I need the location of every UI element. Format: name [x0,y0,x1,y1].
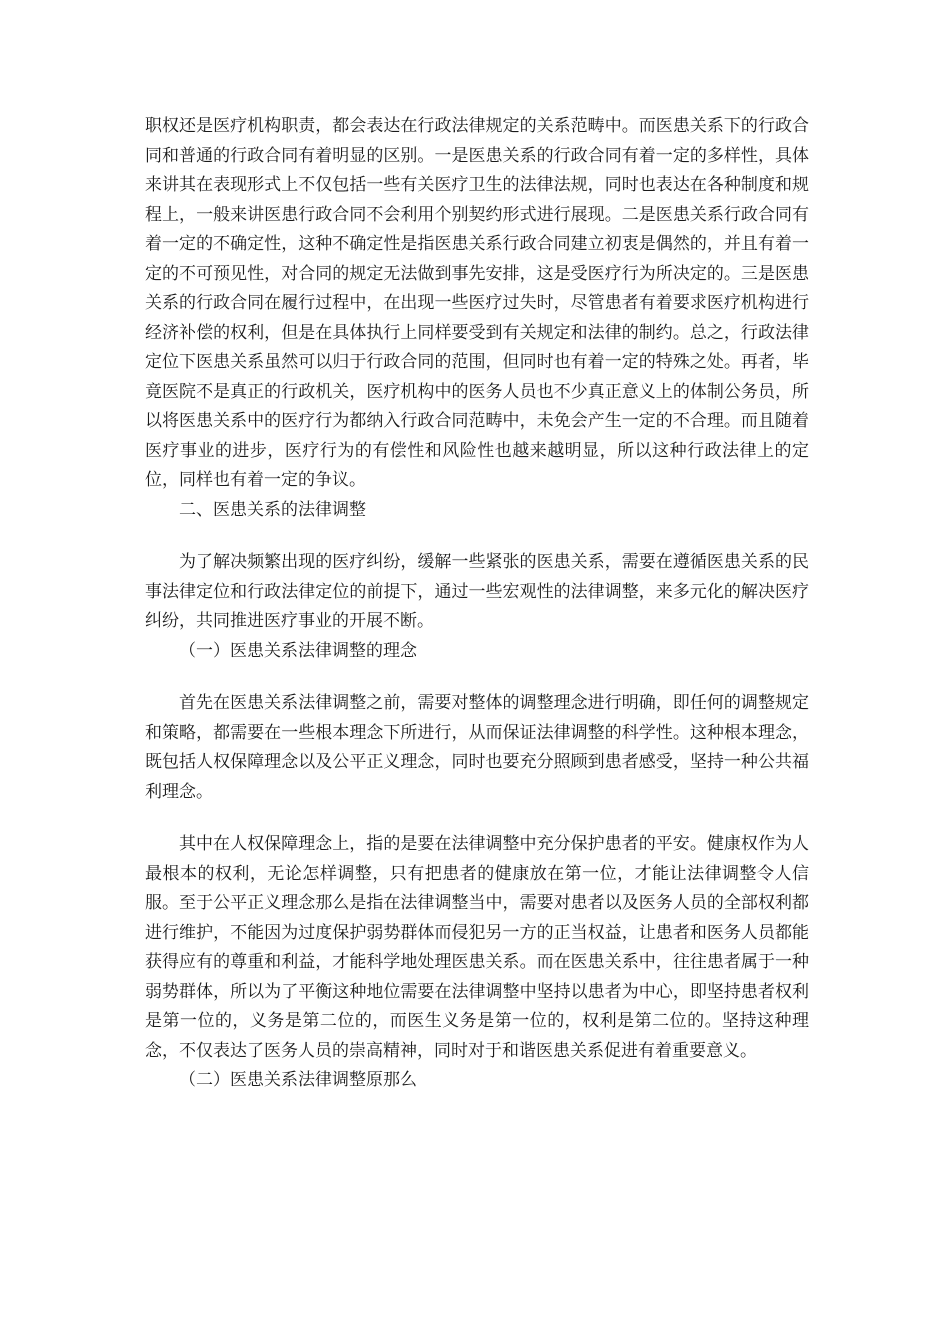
document-page [145,112,809,1096]
rights-paragraph: 其中在人权保障理念上，指的是要在法律调整中充分保护患者的平安。健康权作为人最根本的权利，无论怎样调整，只有把患者的健康放在第一位，才能让法律调整令人信服。至于公平正义理念那么是指在法律调整当中，需要对患者以及医务人员的全部权利都进行维护，不能因为过度保护弱势群体而侵犯另一方的正当权益，让患者和医务人员都能获得应有的尊重和利益，才能科学地处理医患关系。而在医患关系中，往往患者属于一种弱势群体，所以为了平衡这种地位需要在法律调整中坚持以患者为中心，即坚持患者权利是第一位的，义务是第二位的，而医生义务是第一位的，权利是第二位的。坚持这种理念，不仅表达了医务人员的崇高精神，同时对于和谐医患关系促进有着重要意义。 [145,834,809,1061]
concept-paragraph: 首先在医患关系法律调整之前，需要对整体的调整理念进行明确，即任何的调整规定和策略，都需要在一些根本理念下所进行，从而保证法律调整的科学性。这种根本理念，既包括人权保障理念以及公平正义理念，同时也要充分照顾到患者感受，坚持一种公共福利理念。 [145,693,809,802]
continuation-paragraph: 职权还是医疗机构职责，都会表达在行政法律规定的关系范畴中。而医患关系下的行政合同和普通的行政合同有着明显的区别。一是医患关系的行政合同有着一定的多样性，具体来讲其在表现形式上不仅包括一些有关医疗卫生的法律法规，同时也表达在各种制度和规程上，一般来讲医患行政合同不会利用个别契约形式进行展现。二是医患关系行政合同有着一定的不确定性，这种不确定性是指医患关系行政合同建立初衷是偶然的，并且有着一定的不可预见性，对合同的规定无法做到事先安排，这是受医疗行为所决定的。三是医患关系的行政合同在履行过程中，在出现一些医疗过失时，尽管患者有着要求医疗机构进行经济补偿的权利，但是在具体执行上同样要受到有关规定和法律的制约。总之，行政法律定位下医患关系虽然可以归于行政合同的范围，但同时也有着一定的特殊之处。再者，毕竟医院不是真正的行政机关，医疗机构中的医务人员也不少真正意义上的体制公务员，所以将医患关系中的医疗行为都纳入行政合同范畴中，未免会产生一定的不合理。而且随着医疗事业的进步，医疗行为的有偿性和风险性也越来越明显，所以这种行政法律上的定位，同样也有着一定的争议。 [145,116,809,490]
subheading-concept: （一）医患关系法律调整的理念 [179,640,417,661]
section-intro-paragraph: 为了解决频繁出现的医疗纠纷，缓解一些紧张的医患关系，需要在遵循医患关系的民事法律定位和行政法律定位的前提下，通过一些宏观性的法律调整，来多元化的解决医疗纠纷，共同推进医疗事业的开展不断。 [145,552,809,631]
subheading-principles: （二）医患关系法律调整原那么 [179,1070,417,1090]
section-heading: 二、医患关系的法律调整 [179,499,366,520]
